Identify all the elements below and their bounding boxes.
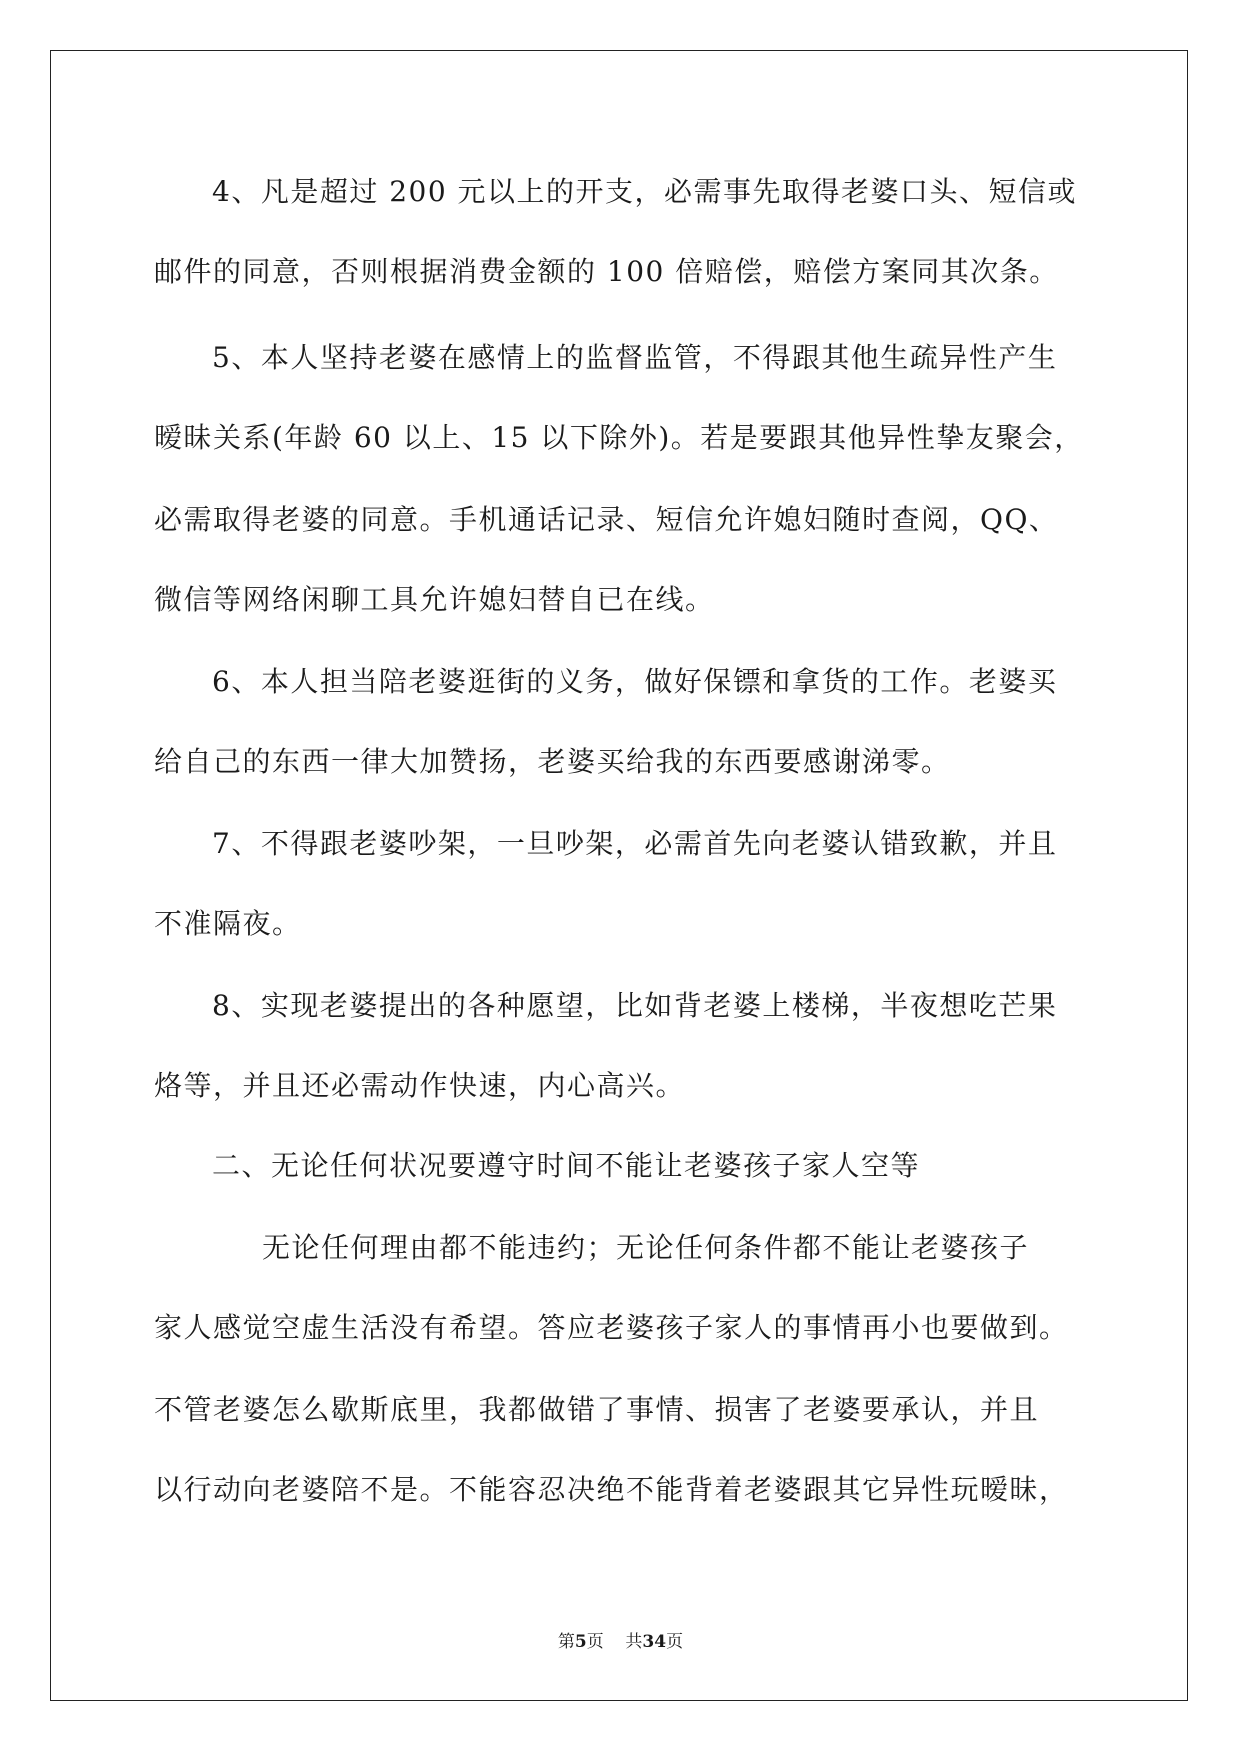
paragraph-line: 7、不得跟老婆吵架，一旦吵架，必需首先向老婆认错致歉，并且 [212, 827, 1058, 860]
paragraph-line: 微信等网络闲聊工具允许媳妇替自已在线。 [154, 583, 715, 616]
paragraph-line: 给自己的东西一律大加赞扬，老婆买给我的东西要感谢涕零。 [154, 745, 951, 778]
paragraph-line: 不管老婆怎么歇斯底里，我都做错了事情、损害了老婆要承认，并且 [154, 1393, 1040, 1426]
paragraph-line: 4、凡是超过 200 元以上的开支，必需事先取得老婆口头、短信或 [212, 175, 1078, 208]
paragraph-line: 无论任何理由都不能违约；无论任何条件都不能让老婆孩子 [262, 1231, 1030, 1264]
page-prefix: 第 [557, 1632, 575, 1652]
paragraph-line: 以行动向老婆陪不是。不能容忍决绝不能背着老婆跟其它异性玩暧昧， [154, 1473, 1069, 1506]
total-pages: 34 [642, 1632, 667, 1652]
paragraph-line: 家人感觉空虚生活没有希望。答应老婆孩子家人的事情再小也要做到。 [154, 1311, 1069, 1344]
paragraph-line: 暧昧关系(年龄 60 以上、15 以下除外)。若是要跟其他异性挚友聚会， [154, 421, 1084, 454]
page-suffix: 页 [586, 1632, 604, 1652]
total-suffix: 页 [666, 1632, 684, 1652]
paragraph-line: 8、实现老婆提出的各种愿望，比如背老婆上楼梯，半夜想吃芒果 [212, 989, 1058, 1022]
section-heading: 二、无论任何状况要遵守时间不能让老婆孩子家人空等 [212, 1149, 921, 1182]
total-prefix: 共 [625, 1632, 643, 1652]
paragraph-line: 不准隔夜。 [154, 907, 302, 940]
paragraph-line: 必需取得老婆的同意。手机通话记录、短信允许媳妇随时查阅，QQ、 [154, 503, 1059, 536]
page-number: 5 [574, 1632, 587, 1652]
paragraph-line: 烙等，并且还必需动作快速，内心高兴。 [154, 1069, 686, 1102]
page-border [50, 50, 1188, 1701]
page-footer [0, 1630, 1241, 1654]
paragraph-line: 5、本人坚持老婆在感情上的监督监管，不得跟其他生疏异性产生 [212, 341, 1058, 374]
paragraph-line: 6、本人担当陪老婆逛街的义务，做好保镖和拿货的工作。老婆买 [212, 665, 1058, 698]
paragraph-line: 邮件的同意，否则根据消费金额的 100 倍赔偿，赔偿方案同其次条。 [154, 255, 1059, 288]
